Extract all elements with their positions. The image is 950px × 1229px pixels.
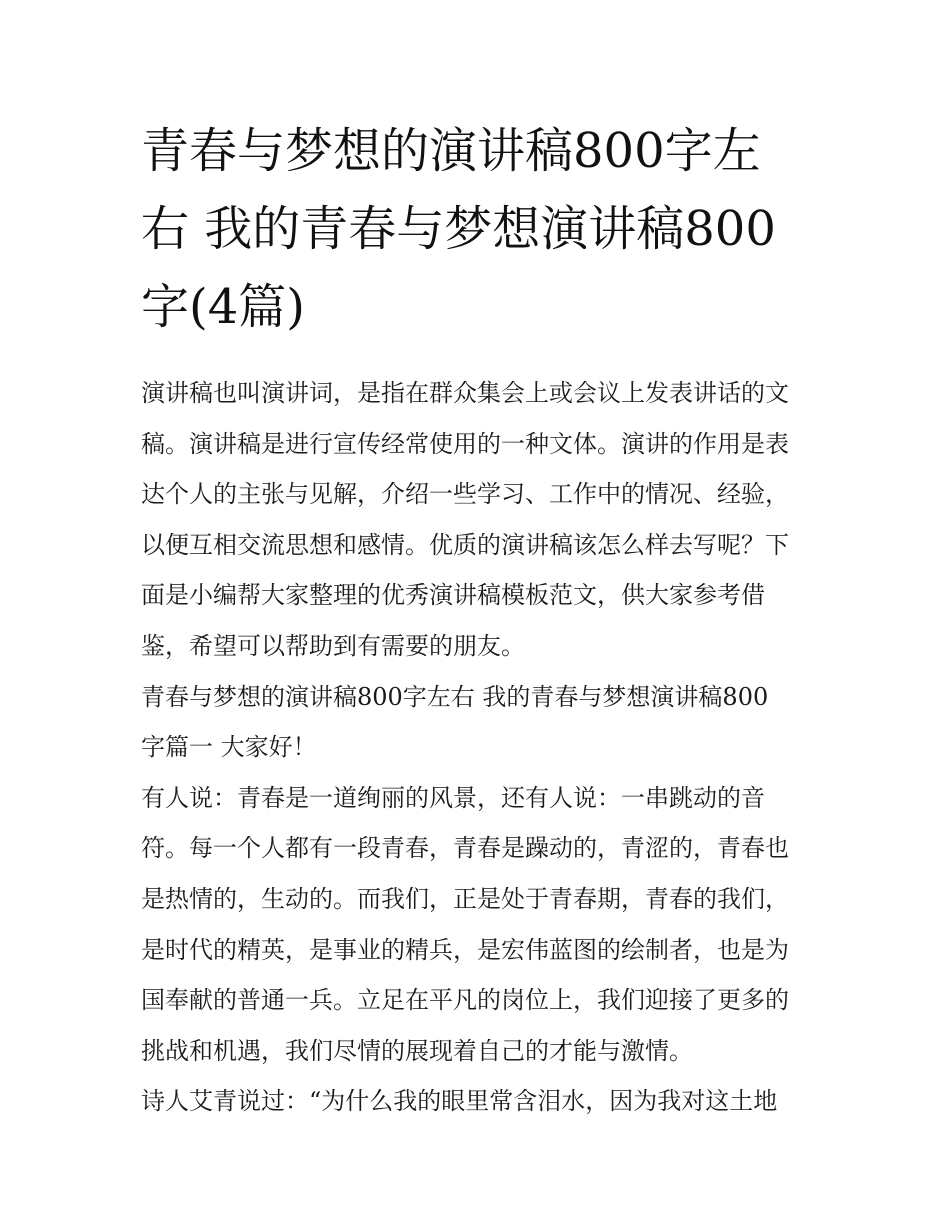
intro-paragraph xyxy=(141,368,813,672)
title-line: 右 我的青春与梦想演讲稿800 xyxy=(141,201,776,257)
text-line: 是热情的，生动的。而我们，正是处于青春期，青春的我们， xyxy=(141,884,789,913)
document-body xyxy=(141,368,813,1127)
text-line: 国奉献的普通一兵。立足在平凡的岗位上，我们迎接了更多的 xyxy=(141,986,789,1015)
body-paragraph xyxy=(141,773,813,1077)
text-line: 稿。演讲稿是进行宣传经常使用的一种文体。演讲的作用是表 xyxy=(141,429,789,458)
text-line: 青春与梦想的演讲稿800字左右 我的青春与梦想演讲稿800 xyxy=(141,682,769,711)
text-line: 诗人艾青说过：“为什么我的眼里常含泪水，因为我对这土地 xyxy=(141,1087,778,1116)
text-line: 符。每一个人都有一段青春，青春是躁动的，青涩的，青春也 xyxy=(141,834,789,863)
document-content xyxy=(141,112,813,1127)
section-heading-paragraph xyxy=(141,672,813,773)
document-title xyxy=(141,112,813,346)
text-line: 面是小编帮大家整理的优秀演讲稿模板范文，供大家参考借 xyxy=(141,581,765,610)
text-line: 挑战和机遇，我们尽情的展现着自己的才能与激情。 xyxy=(141,1036,693,1065)
body-paragraph xyxy=(141,1076,813,1127)
text-line: 鉴，希望可以帮助到有需要的朋友。 xyxy=(141,631,525,660)
text-line: 字篇一 大家好！ xyxy=(141,733,317,762)
text-line: 以便互相交流思想和感情。优质的演讲稿该怎么样去写呢？下 xyxy=(141,530,789,559)
text-line: 达个人的主张与见解，介绍一些学习、工作中的情况、经验， xyxy=(141,480,789,509)
text-line: 有人说：青春是一道绚丽的风景，还有人说：一串跳动的音 xyxy=(141,783,765,812)
text-line: 演讲稿也叫演讲词，是指在群众集会上或会议上发表讲话的文 xyxy=(141,379,789,407)
text-line: 是时代的精英，是事业的精兵，是宏伟蓝图的绘制者，也是为 xyxy=(141,935,789,964)
title-line: 字(4篇) xyxy=(141,279,305,335)
title-line: 青春与梦想的演讲稿800字左 xyxy=(141,123,761,179)
